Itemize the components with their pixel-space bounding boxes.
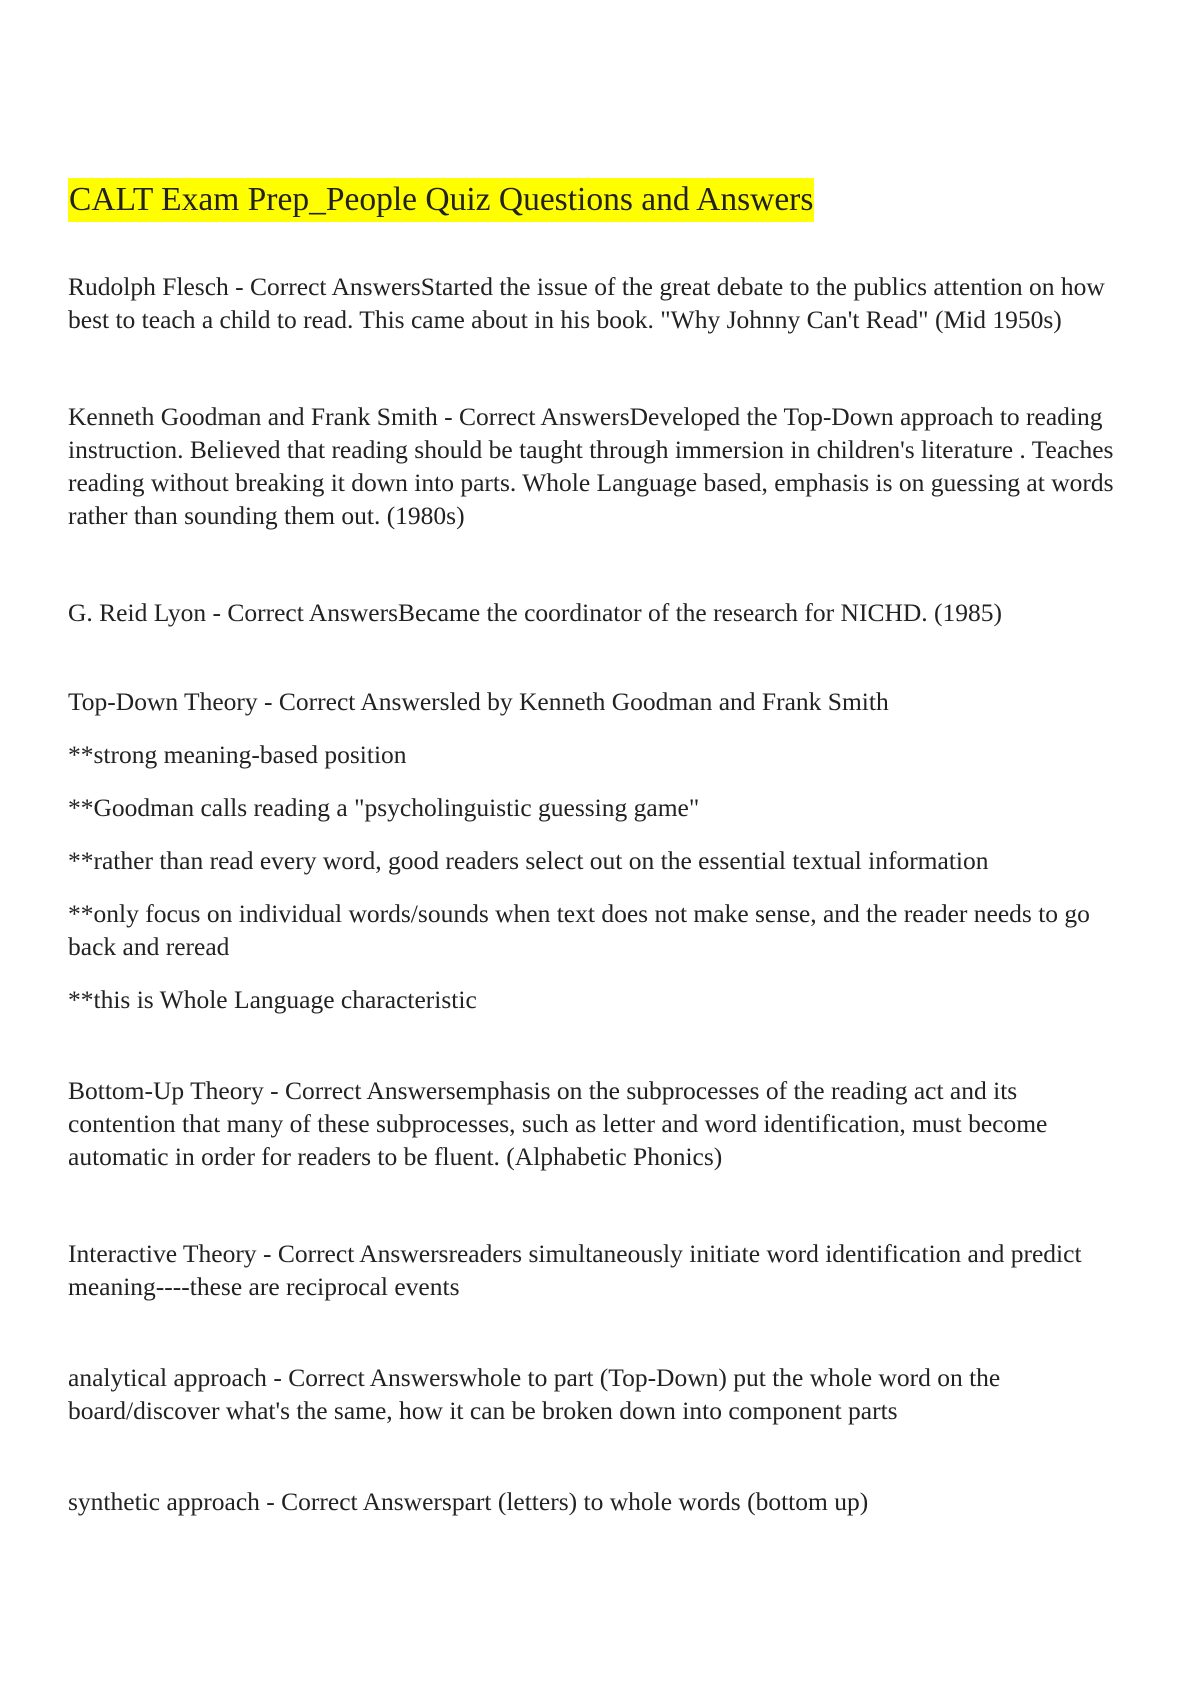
entry-term: G. Reid Lyon	[68, 598, 207, 627]
entry-answer: led by Kenneth Goodman and Frank Smith	[449, 687, 889, 716]
list-item: Rudolph Flesch - Correct AnswersStarted the issue of the great debate to the publics attention on how best to teach a child to read. This came about in his book. "Why Johnny Can't Read" (Mid 1950s)	[68, 272, 1105, 334]
answer-marker: Correct Answers	[281, 1487, 452, 1516]
answer-marker: Correct Answers	[458, 402, 630, 431]
list-item: analytical approach - Correct Answerswhole to part (Top-Down) put the whole word on the board/discover what's the same, how it can be broken down into component parts	[68, 1363, 1001, 1425]
entry-term: analytical approach	[68, 1363, 267, 1392]
list-item: Kenneth Goodman and Frank Smith - Correct AnswersDeveloped the Top-Down approach to reading instruction. Believed that reading should be taught through immersion in children's literature . Teaches reading without breaking it down into parts. Whole Language based, emphasis is on guessing at words rather than sounding them out. (1980s)	[68, 402, 1114, 530]
entry-answer: whole to part (Top-Down) put the whole word on the board/discover what's the same, how it can be broken down into component parts	[68, 1363, 1001, 1425]
entry-first-line: Top-Down Theory - Correct Answersled by Kenneth Goodman and Frank Smith	[68, 687, 889, 716]
list-item: synthetic approach - Correct Answerspart (letters) to whole words (bottom up)	[68, 1487, 869, 1516]
page-title: CALT Exam Prep_People Quiz Questions and Answers	[68, 178, 814, 222]
answer-marker: Correct Answers	[284, 1076, 456, 1105]
entry-list	[68, 270, 1126, 1518]
answer-marker: Correct Answers	[250, 272, 421, 301]
entry-sub-line: **only focus on individual words/sounds when text does not make sense, and the reader needs to go back and reread	[68, 899, 1090, 961]
entry-answer: part (letters) to whole words (bottom up)	[451, 1487, 869, 1516]
entry-answer: Started the issue of the great debate to the publics attention on how best to teach a child to read. This came about in his book. "Why Johnny Can't Read" (Mid 1950s)	[68, 272, 1105, 334]
entry-answer: readers simultaneously initiate word identification and predict meaning----these are reciprocal events	[68, 1239, 1082, 1301]
entry-sub-line: **strong meaning-based position	[68, 740, 407, 769]
entry-term: synthetic approach	[68, 1487, 260, 1516]
list-item	[68, 685, 1126, 1016]
entry-sub-line: **rather than read every word, good readers select out on the essential textual information	[68, 846, 989, 875]
entry-term: Bottom-Up Theory	[68, 1076, 264, 1105]
entry-term: Kenneth Goodman and Frank Smith	[68, 402, 438, 431]
answer-marker: Correct Answers	[288, 1363, 459, 1392]
list-item: Interactive Theory - Correct Answersreaders simultaneously initiate word identification and predict meaning----these are reciprocal events	[68, 1239, 1082, 1301]
entry-sub-line: **this is Whole Language characteristic	[68, 985, 477, 1014]
list-item: Bottom-Up Theory - Correct Answersemphasis on the subprocesses of the reading act and its contention that many of these subprocesses, such as letter and word identification, must become automatic in order for readers to be fluent. (Alphabetic Phonics)	[68, 1076, 1048, 1171]
entry-answer: Became the coordinator of the research for NICHD. (1985)	[398, 598, 1003, 627]
entry-answer: Developed the Top-Down approach to reading instruction. Believed that reading should be taught through immersion in children's literature . Teaches reading without breaking it down into parts. Whole Language based, emphasis is on guessing at words rather than sounding them out. (1980s)	[68, 402, 1114, 530]
entry-sub-line: **Goodman calls reading a "psycholinguistic guessing game"	[68, 793, 700, 822]
answer-marker: Correct Answers	[227, 598, 399, 627]
entry-term: Interactive Theory	[68, 1239, 257, 1268]
list-item: G. Reid Lyon - Correct AnswersBecame the coordinator of the research for NICHD. (1985)	[68, 598, 1003, 627]
answer-marker: Correct Answers	[278, 687, 450, 716]
entry-term: Top-Down Theory	[68, 687, 258, 716]
document-page	[68, 178, 1126, 1582]
entry-term: Rudolph Flesch	[68, 272, 229, 301]
entry-answer: emphasis on the subprocesses of the reading act and its contention that many of these subprocesses, such as letter and word identification, must become automatic in order for readers to be fluent. (Alphabetic Phonics)	[68, 1076, 1048, 1171]
answer-marker: Correct Answers	[277, 1239, 449, 1268]
